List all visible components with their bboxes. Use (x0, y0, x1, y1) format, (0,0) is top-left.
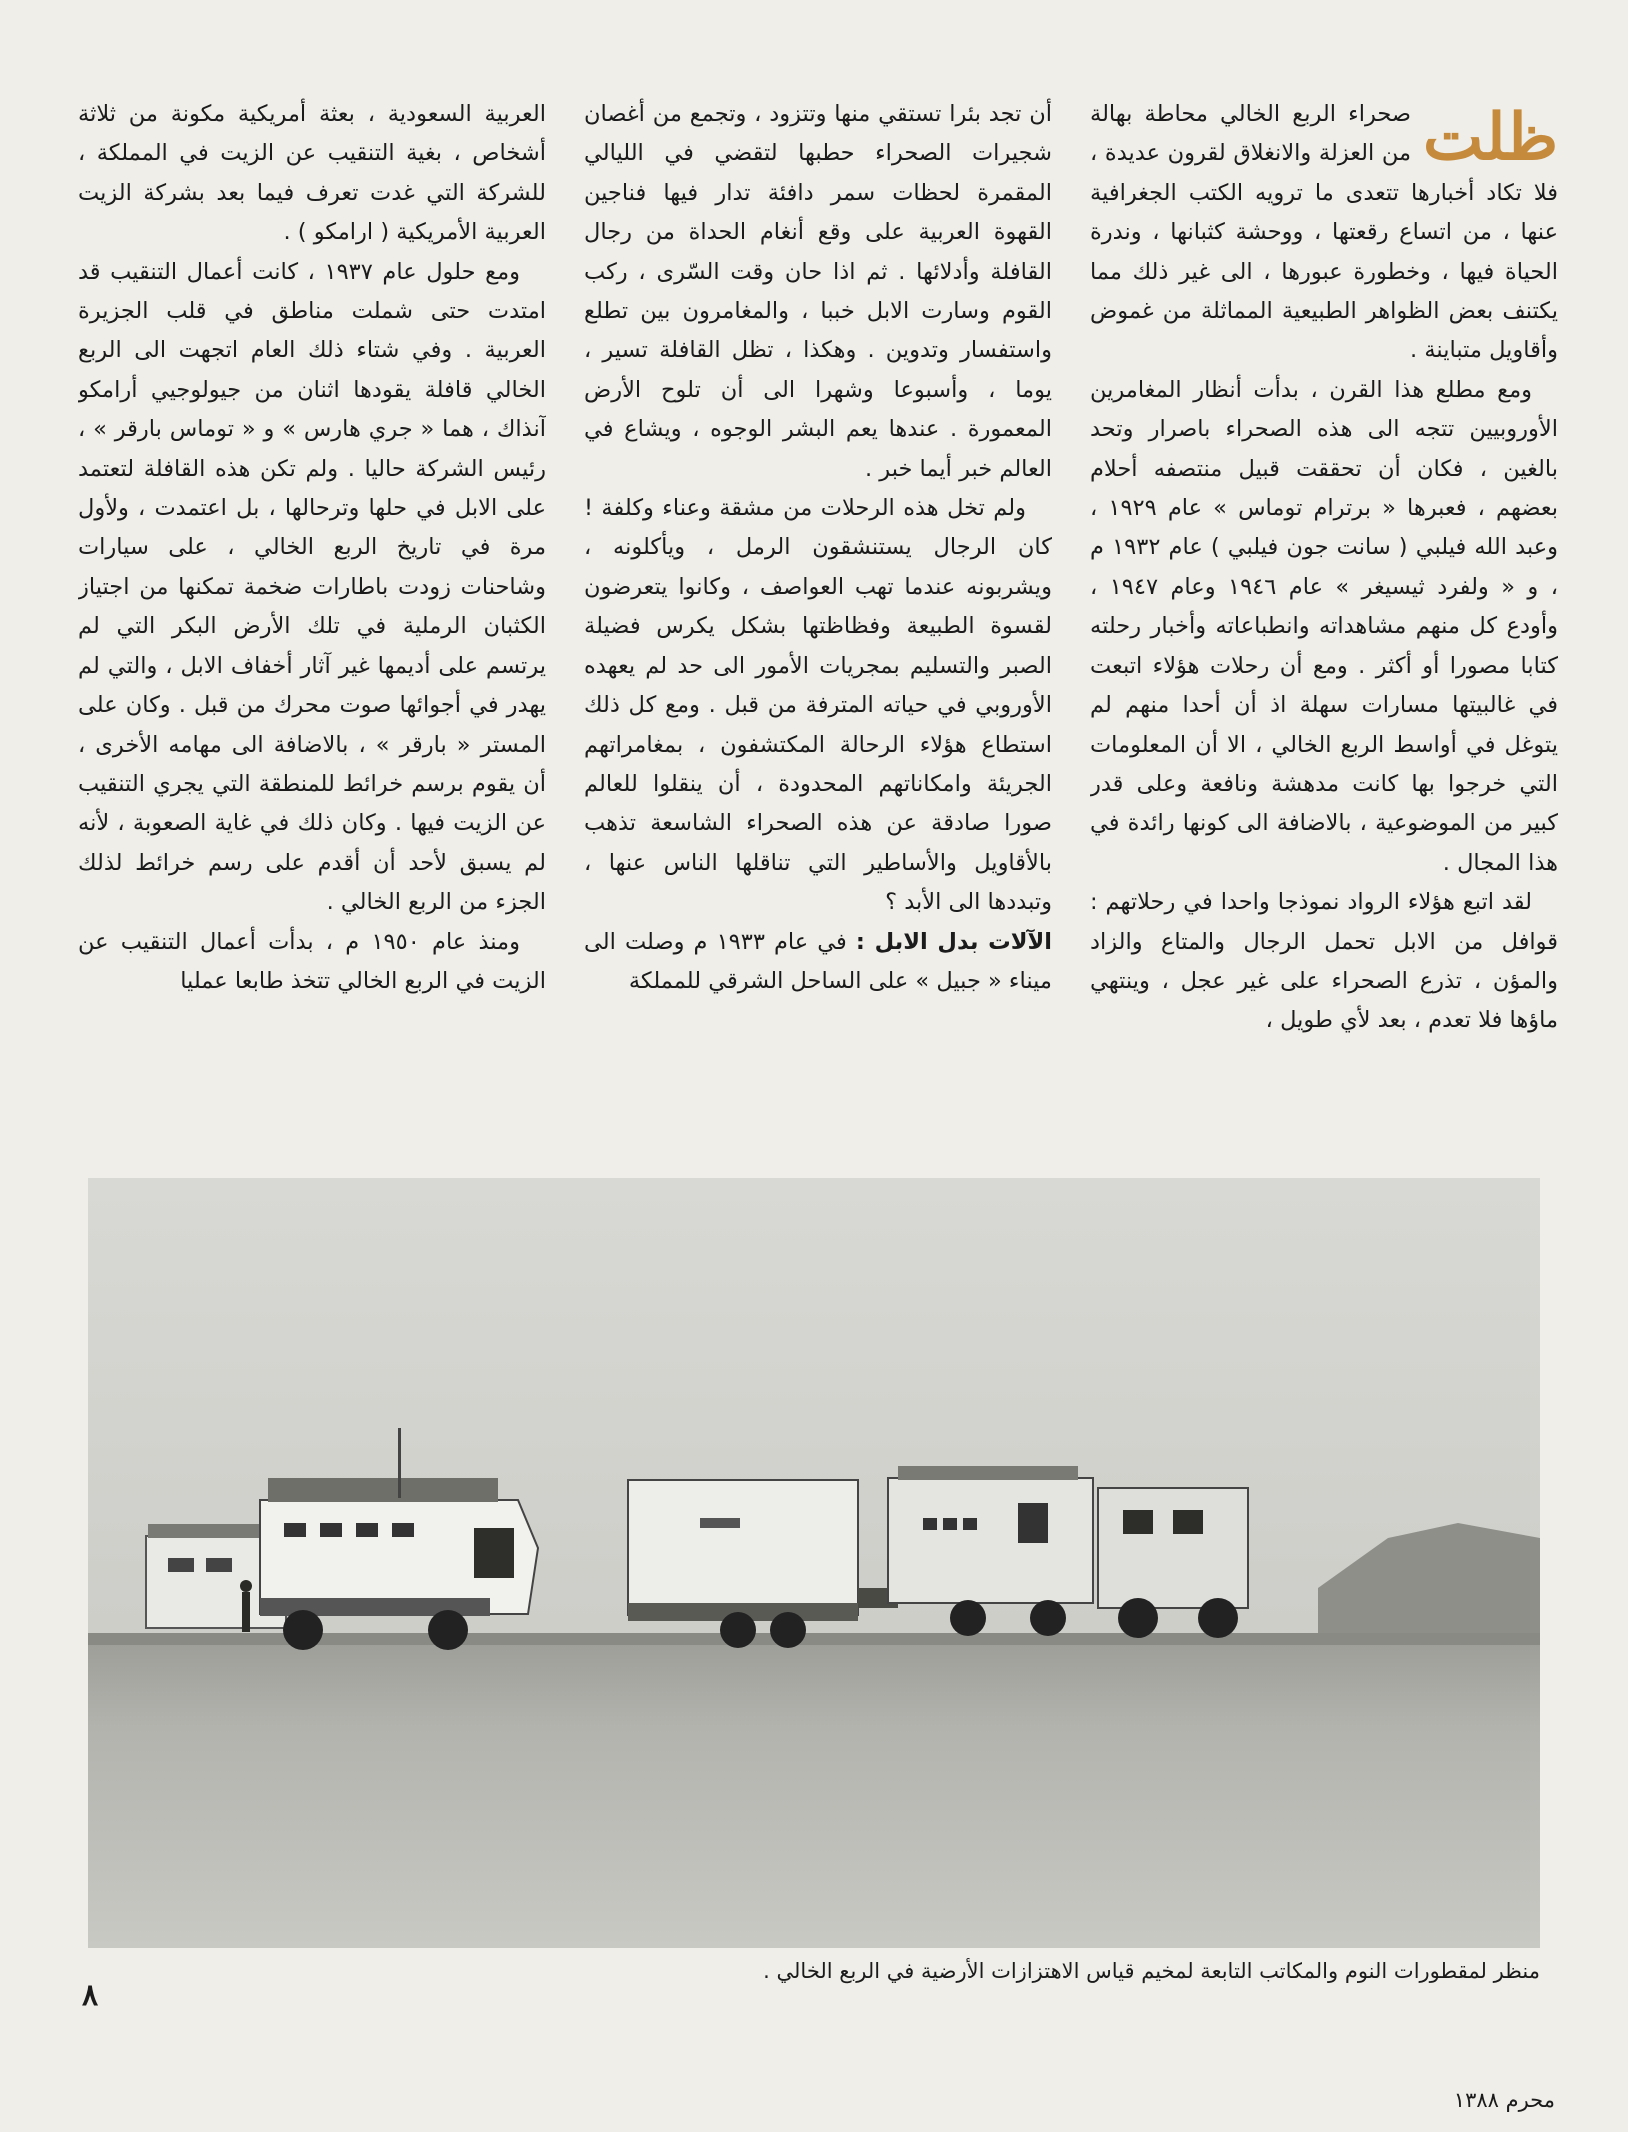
photo-illustration (88, 1178, 1540, 1948)
section-subheading: الآلات بدل الابل : (855, 928, 1052, 955)
article-columns (78, 95, 1558, 1130)
paragraph: لقد اتبع هؤلاء الرواد نموذجا واحدا في رحلاتهم : قوافل من الابل تحمل الرجال والمتاع والزاد والمؤن ، تذرع الصحراء على غير عجل ، وينتهي ماؤها فلا تعدم ، بعد لأي طويل ، (1090, 889, 1558, 1034)
article-column-right (1090, 95, 1558, 1130)
paragraph-with-subhead (584, 923, 1052, 1002)
paragraph: ولم تخل هذه الرحلات من مشقة وعناء وكلفة ! كان الرجال يستنشقون الرمل ، ويأكلونه ، ويشربونه عندما تهب العواصف ، وكانوا يتعرضون لقسوة الطبيعة وفظاظتها بشكل يكرس فضيلة الصبر والتسليم بمجريات الأمور الى حد لم يعهده الأوروبي في حياته المترفة من قبل . ومع كل ذلك استطاع هؤلاء الرحالة المكتشفون ، بمغامراتهم الجريئة وامكاناتهم المحدودة ، أن ينقلوا للعالم صورا صادقة عن هذه الصحراء الشاسعة تذهب بالأقاويل والأساطير التي تناقلها الناس عنها ، وتبددها الى الأبد ؟ (584, 495, 1052, 916)
paragraph: أن تجد بئرا تستقي منها وتتزود ، وتجمع من أغصان شجيرات الصحراء حطبها لتقضي في الليالي المقمرة لحظات سمر دافئة تدار فيها فناجين القهوة العربية على وقع أنغام الحداة من رجال القافلة وأدلائها . ثم اذا حان وقت السّرى ، ركب القوم وسارت الابل خببا ، والمغامرون بين تطلع واستفسار وتدوين . وهكذا ، تظل القافلة تسير ، يوما ، وأسبوعا وشهرا الى أن تلوح الأرض المعمورة . عندها يعم البشر الوجوه ، ويشاع في العالم خبر أيما خبر . (584, 101, 1052, 482)
article-column-middle (584, 95, 1052, 1130)
article-column-left (78, 95, 546, 1130)
paragraph: صحراء الربع الخالي محاطة بهالة من العزلة والانغلاق لقرون عديدة ، فلا تكاد أخبارها تتعدى ما ترويه الكتب الجغرافية عنها ، من اتساع رقعتها ، ووحشة كثبانها ، وندرة الحياة فيها ، وخطورة عبورها ، الى غير ذلك مما يكتنف بعض الظواهر الطبيعية المماثلة من غموض وأقاويل متباينة . (1090, 101, 1558, 364)
drop-cap: ظلت (1423, 100, 1558, 175)
trailer-convoy-photo (88, 1178, 1540, 1948)
paragraph: ومع مطلع هذا القرن ، بدأت أنظار المغامرين الأوروبيين تتجه الى هذه الصحراء باصرار وتحد بالغين ، فكان أن تحققت قبيل منتصفه أحلام بعضهم ، فعبرها « برترام توماس » عام ١٩٢٩ ، وعبد الله فيلبي ( سانت جون فيلبي ) عام ١٩٣٢ م ، و « ولفرد ثيسيغر » عام ١٩٤٦ وعام ١٩٤٧ ، وأودع كل منهم مشاهداته وانطباعاته وأخبار رحلته كتابا مصورا أو أكثر . ومع أن رحلات هؤلاء اتبعت في غالبيتها مسارات سهلة اذ أن أحدا منهم لم يتوغل في أواسط الربع الخالي ، الا أن المعلومات التي خرجوا بها كانت مدهشة ونافعة وعلى قدر كبير من الموضوعية ، بالاضافة الى كونها رائدة في هذا المجال . (1090, 376, 1558, 876)
paragraph: العربية السعودية ، بعثة أمريكية مكونة من ثلاثة أشخاص ، بغية التنقيب عن الزيت في المملكة ، للشركة التي غدت تعرف فيما بعد بشركة الزيت العربية الأمريكية ( ارامكو ) . (78, 101, 546, 246)
paragraph: ومع حلول عام ١٩٣٧ ، كانت أعمال التنقيب قد امتدت حتى شملت مناطق في قلب الجزيرة العربية . وفي شتاء ذلك العام اتجهت الى الربع الخالي قافلة يقودها اثنان من جيولوجيي أرامكو آنذاك ، هما « جري هارس » و « توماس بارقر » ، رئيس الشركة حاليا . ولم تكن هذه القافلة لتعتمد على الابل في حلها وترحالها ، بل اعتمدت ، ولأول مرة في تاريخ الربع الخالي ، على سيارات وشاحنات زودت باطارات ضخمة تمكنها من اجتياز الكثبان الرملية في تلك الأرض البكر التي لم يرتسم على أديمها غير آثار أخفاف الابل ، والتي لم يهدر في أجوائها صوت محرك من قبل . وكان على المستر « بارقر » ، بالاضافة الى مهامه الأخرى ، أن يقوم برسم خرائط للمنطقة التي يجري التنقيب عن الزيت فيها . وكان ذلك في غاية الصعوبة ، لأنه لم يسبق لأحد أن أقدم على رسم خرائط لذلك الجزء من الربع الخالي . (78, 258, 546, 916)
photo-caption: منظر لمقطورات النوم والمكاتب التابعة لمخيم قياس الاهتزازات الأرضية في الربع الخالي . (763, 1959, 1540, 1983)
paragraph: ومنذ عام ١٩٥٠ م ، بدأت أعمال التنقيب عن الزيت في الربع الخالي تتخذ طابعا عمليا (78, 928, 546, 994)
paragraph-text: في عام ١٩٣٣ م وصلت الى ميناء « جبيل » على الساحل الشرقي للمملكة (584, 928, 1052, 994)
page-number: ٨ (82, 1978, 99, 2013)
issue-date: محرم ١٣٨٨ (1453, 2088, 1555, 2112)
